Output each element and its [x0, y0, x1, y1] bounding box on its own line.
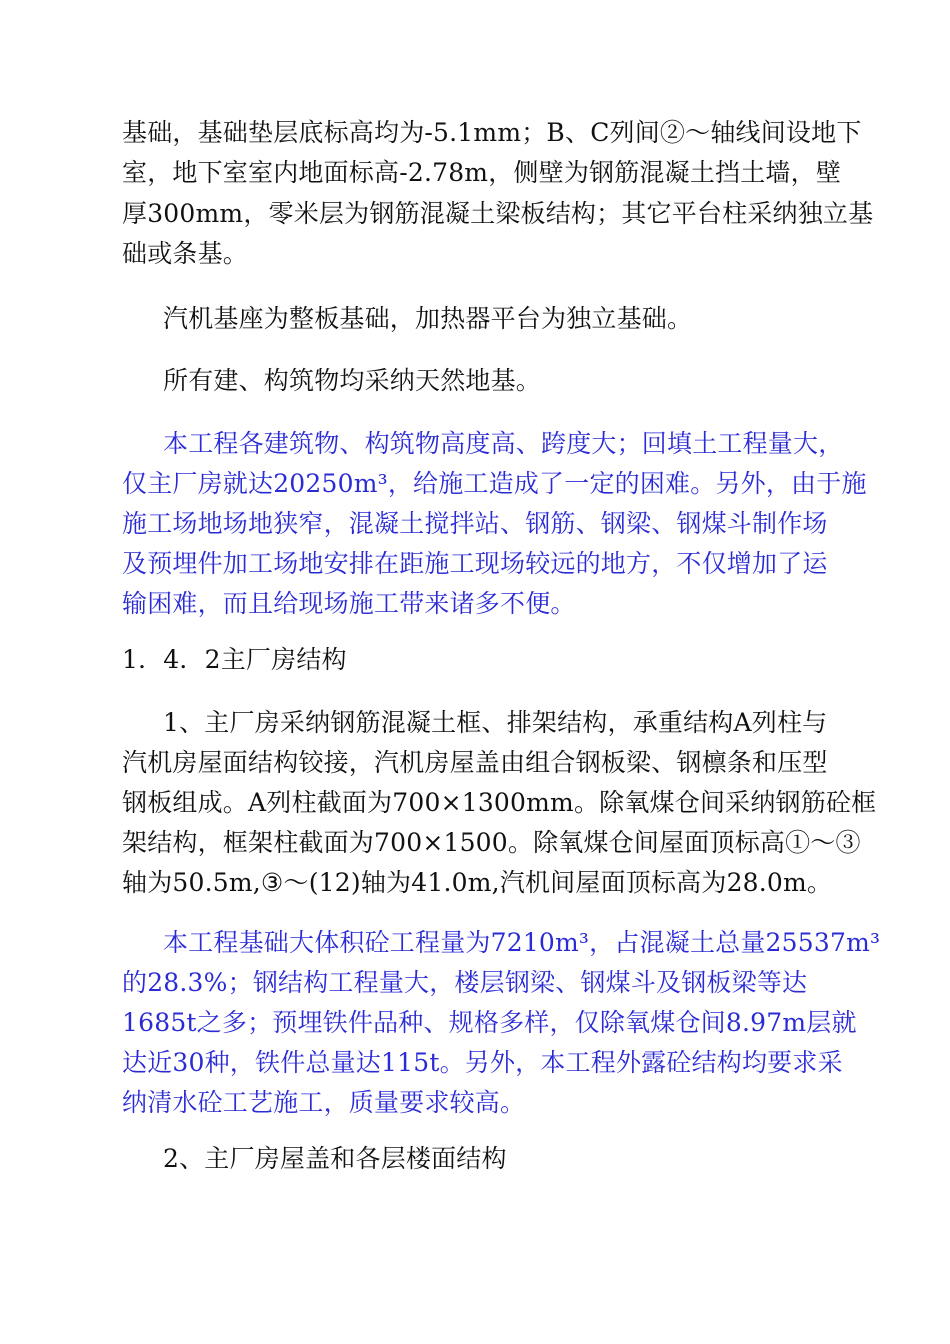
- text-line: 所有建、构筑物均采纳天然地基。: [163, 366, 542, 395]
- text-line: 轴为50.5m,③～(12)轴为41.0m,汽机间屋面顶标高为28.0m。: [122, 868, 833, 897]
- text-line: 基础，基础垫层底标高均为-5.1mm；B、C列间②～轴线间设地下: [122, 118, 862, 147]
- text-line: 础或条基。: [122, 239, 249, 268]
- text-line: 纳清水砼工艺施工，质量要求较高。: [122, 1088, 526, 1117]
- text-line: 本工程各建筑物、构筑物高度高、跨度大；回填土工程量大，: [163, 429, 844, 458]
- text-line: 汽机基座为整板基础，加热器平台为独立基础。: [163, 304, 693, 333]
- text-line: 达近30种，铁件总量达115t。另外，本工程外露砼结构均要求采: [122, 1048, 843, 1077]
- section-heading: 1．4．2主厂房结构: [122, 645, 347, 674]
- text-line: 施工场地场地狭窄，混凝土搅拌站、钢筋、钢梁、钢煤斗制作场: [122, 509, 828, 538]
- text-line: 汽机房屋面结构铰接，汽机房屋盖由组合钢板梁、钢檩条和压型: [122, 748, 828, 777]
- text-line: 厚300mm，零米层为钢筋混凝土梁板结构；其它平台柱采纳独立基: [122, 199, 874, 228]
- text-line: 及预埋件加工场地安排在距施工现场较远的地方，不仅增加了运: [122, 549, 828, 578]
- text-line: 1685t之多；预埋铁件品种、规格多样，仅除氧煤仓间8.97m层就: [122, 1008, 857, 1037]
- text-line: 1、主厂房采纳钢筋混凝土框、排架结构，承重结构A列柱与: [163, 708, 828, 737]
- text-line: 钢板组成。A列柱截面为700×1300mm。除氧煤仓间采纳钢筋砼框: [122, 788, 877, 817]
- text-line: 仅主厂房就达20250m³，给施工造成了一定的困难。另外，由于施: [122, 469, 867, 498]
- text-line: 输困难，而且给现场施工带来诸多不便。: [122, 589, 576, 618]
- text-line: 本工程基础大体积砼工程量为7210m³，占混凝土总量25537m³: [163, 928, 881, 957]
- text-line: 室，地下室室内地面标高-2.78m，侧壁为钢筋混凝土挡土墙，壁: [122, 158, 842, 187]
- text-line: 的28.3%；钢结构工程量大，楼层钢梁、钢煤斗及钢板梁等达: [122, 968, 808, 997]
- text-line: 架结构，框架柱截面为700×1500。除氧煤仓间屋面顶标高①～③: [122, 828, 861, 857]
- text-line: 2、主厂房屋盖和各层楼面结构: [163, 1144, 507, 1173]
